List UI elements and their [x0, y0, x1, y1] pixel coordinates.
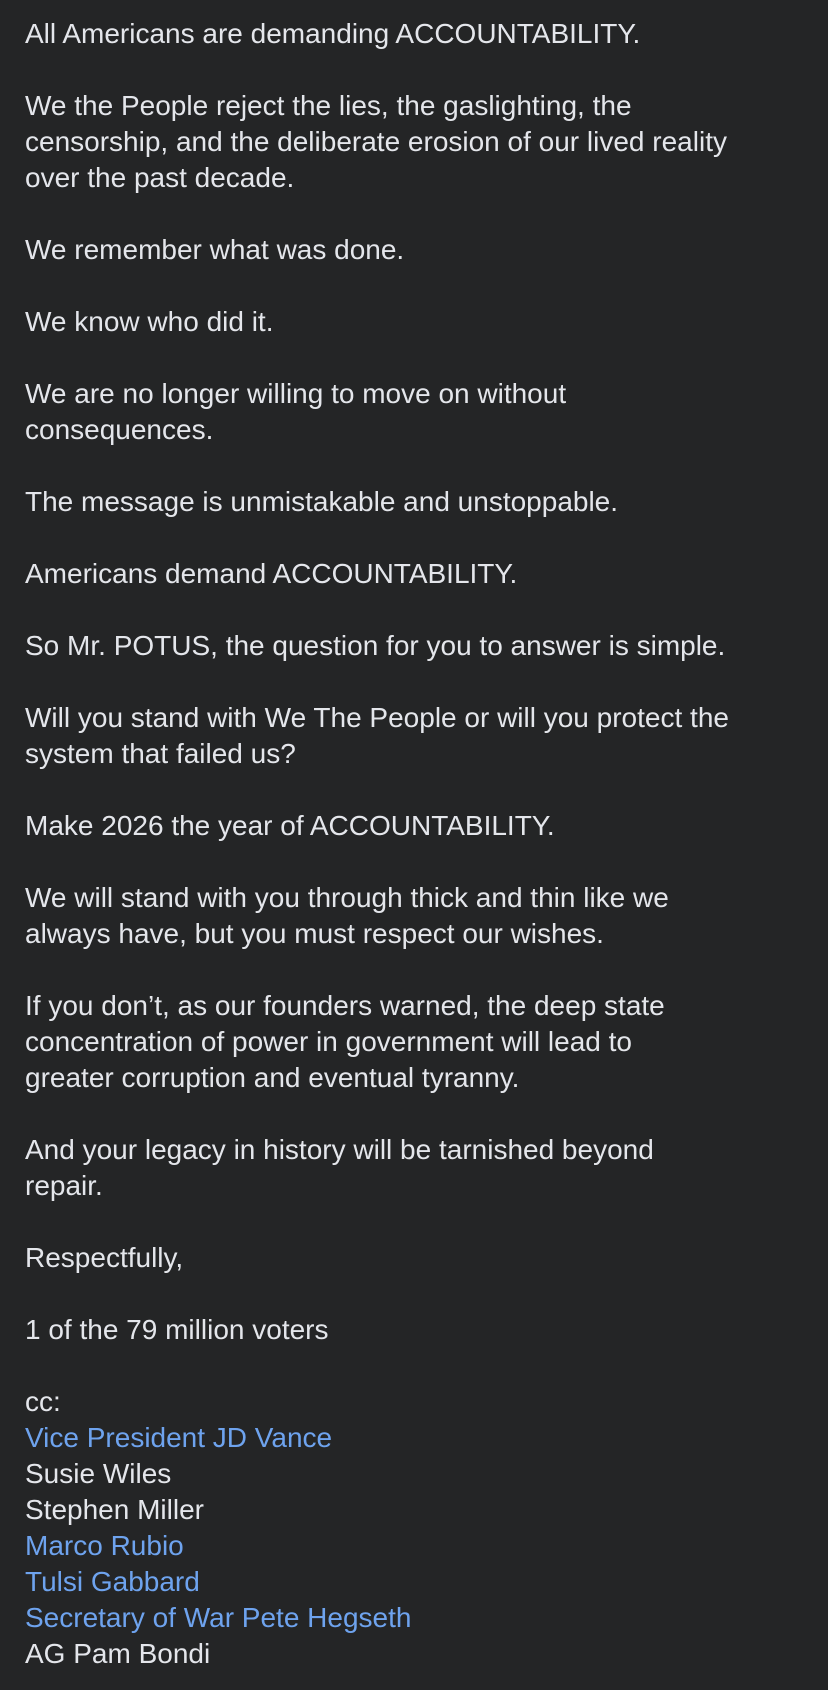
post-paragraph: We the People reject the lies, the gaslighting, the censorship, and the deliberate erosion of our lived reality over the past decade. [25, 90, 727, 193]
post-paragraph: And your legacy in history will be tarnished beyond repair. [25, 1134, 654, 1201]
post-paragraph: All Americans are demanding ACCOUNTABILITY. [25, 18, 641, 49]
cc-recipient-pam-bondi: AG Pam Bondi [25, 1638, 211, 1669]
mention-link-marco-rubio[interactable]: Marco Rubio [25, 1530, 184, 1561]
mention-link-pete-hegseth[interactable]: Secretary of War Pete Hegseth [25, 1602, 412, 1633]
cc-recipient-susie-wiles: Susie Wiles [25, 1458, 172, 1489]
cc-list [25, 1384, 804, 1672]
post-signoff: Respectfully, [25, 1242, 184, 1273]
post-paragraph: So Mr. POTUS, the question for you to answer is simple. [25, 630, 726, 661]
post-paragraph: Americans demand ACCOUNTABILITY. [25, 558, 518, 589]
post-paragraph: Make 2026 the year of ACCOUNTABILITY. [25, 810, 555, 841]
mention-link-tulsi-gabbard[interactable]: Tulsi Gabbard [25, 1566, 200, 1597]
post-paragraph: We will stand with you through thick and thin like we always have, but you must respect our wishes. [25, 882, 669, 949]
post-paragraph: The message is unmistakable and unstoppable. [25, 486, 619, 517]
post-paragraph: We remember what was done. [25, 234, 405, 265]
post-paragraph: We are no longer willing to move on without consequences. [25, 378, 567, 445]
cc-label: cc: [25, 1386, 61, 1417]
post-paragraph: If you don’t, as our founders warned, the deep state concentration of power in government will lead to greater corruption and eventual tyranny. [25, 990, 665, 1093]
post-paragraph: Will you stand with We The People or will you protect the system that failed us? [25, 702, 729, 769]
cc-recipient-stephen-miller: Stephen Miller [25, 1494, 204, 1525]
mention-link-jd-vance[interactable]: Vice President JD Vance [25, 1422, 333, 1453]
post-paragraph: We know who did it. [25, 306, 274, 337]
post-signature: 1 of the 79 million voters [25, 1314, 329, 1345]
